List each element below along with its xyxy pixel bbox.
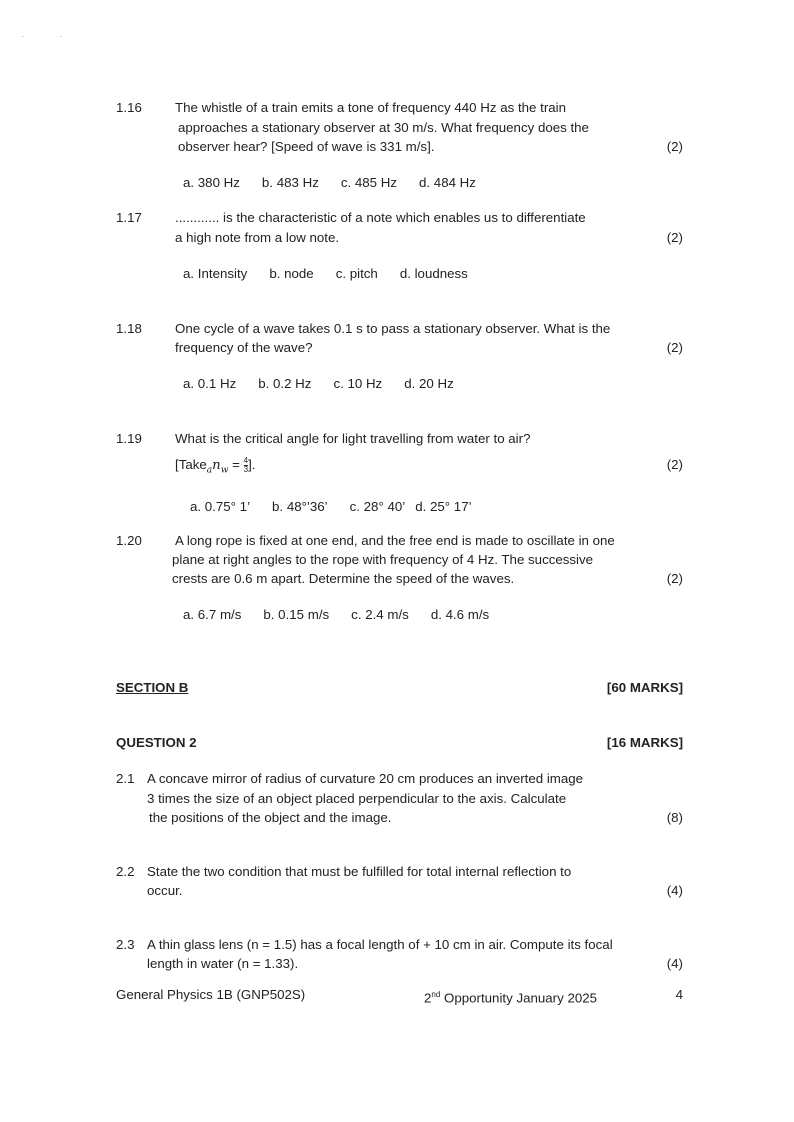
- formula-line: [$Take_an_w$ = $\frac{4}{3}$ ].: [175, 455, 256, 476]
- option-c: c. 28° 40’: [349, 499, 406, 514]
- question-marks: [16 MARKS]: [606, 735, 683, 750]
- part-text: length in water (n = 1.33).: [147, 956, 299, 971]
- part-text: occur.: [147, 883, 183, 898]
- section-marks: [60 MARKS]: [606, 680, 683, 695]
- marks: (2): [666, 340, 683, 355]
- options: [190, 499, 494, 515]
- option-c: c. 10 Hz: [333, 376, 383, 391]
- option-b: b. 483 Hz: [261, 175, 319, 190]
- question-text: observer hear? [Speed of wave is 331 m/s].: [178, 139, 435, 154]
- option-b: b. node: [269, 266, 314, 281]
- question-number: 1.19: [116, 431, 142, 446]
- question-text: approaches a stationary observer at 30 m/s. What frequency does the: [178, 120, 589, 135]
- question-number: 1.20: [116, 533, 142, 548]
- options: [183, 175, 498, 191]
- options: [183, 607, 511, 623]
- marks: (4): [666, 956, 683, 971]
- question-text: A long rope is fixed at one end, and the free end is made to oscillate in one: [175, 533, 615, 548]
- question-text: frequency of the wave?: [175, 340, 313, 355]
- option-a: a. 0.75° 1’: [190, 499, 251, 514]
- option-a: a. 6.7 m/s: [183, 607, 242, 622]
- exam-page: . . 1.16 The whistle of a train emits a tone of frequency 440 Hz as the train approaches a stationary observer at 30 m/s. What frequency does the observer hear? [Speed of wave is 331 m/s]. (2) a. 380 Hz b. 483 Hz c. 485 Hz d. 484 Hz 1.17 ............ is the characteristic of a note which enables us to differentiate a high note from a low note. (2) a. Intensity b. node c. pitch d. loudness 1.18 One cycle of a wave takes 0.1 s to pass a stationary observer. What is the frequency of the wave? (2) a. 0.1 Hz b. 0.2 Hz c. 10 Hz d. 20 Hz 1.19 What is the critical angle for light travelling from water to air? [$Take_an_w$ = $\frac{4}{3}$ ]. (2) a. 0.75° 1’ b. 48°’36’ c. 28° 40’ d. 25° 17’ 1.20 A long rope is fixed at one end, and the free end is made to oscillate in one plane at right angles to the rope with frequency of 4 Hz. The successive crests are 0.6 m apart. Determine the speed of the waves. (2) a. 6.7 m/s b. 0.15 m/s c. 2.4 m/s d. 4.6 m/s SECTION B [60 MARKS] QUESTION 2 [16 MARKS] 2.1 A concave mirror of radius of curvature 20 cm produces an inverted image 3 times the size of an object placed perpendicular to the axis. Calculate the positions of the object and the image. (8) 2.2 State the two condition that must be fulfilled for total internal reflection to occur. (4) 2.3 A thin glass lens (n = 1.5) has a focal length of + 10 cm in air. Compute its focal length in water (n = 1.33). (4) General Physics 1B (GNP502S) 2nd Opportunity January 2025 4: [0, 0, 794, 1122]
- question-number: 1.18: [116, 321, 142, 336]
- marks: (2): [666, 457, 683, 472]
- marks: (2): [666, 230, 683, 245]
- question-text: What is the critical angle for light travelling from water to air?: [175, 431, 531, 446]
- part-text: the positions of the object and the image.: [149, 810, 392, 825]
- footer-course: General Physics 1B (GNP502S): [116, 987, 306, 1002]
- question-text: crests are 0.6 m apart. Determine the speed of the waves.: [172, 571, 515, 586]
- option-b: b. 48°’36’: [272, 499, 328, 514]
- part-number: 2.1: [116, 771, 135, 786]
- marks: (8): [666, 810, 683, 825]
- section-title: SECTION B: [116, 680, 189, 695]
- option-d: d. 20 Hz: [404, 376, 454, 391]
- part-text: 3 times the size of an object placed perpendicular to the axis. Calculate: [147, 791, 567, 806]
- question-number: 1.17: [116, 210, 142, 225]
- marks: (2): [666, 571, 683, 586]
- page-number: 4: [675, 987, 683, 1002]
- option-b: b. 0.15 m/s: [263, 607, 330, 622]
- option-a: a. 0.1 Hz: [183, 376, 237, 391]
- option-b: b. 0.2 Hz: [258, 376, 312, 391]
- question-text: One cycle of a wave takes 0.1 s to pass a stationary observer. What is the: [175, 321, 611, 336]
- option-d: d. 25° 17’: [415, 499, 472, 514]
- question-text: plane at right angles to the rope with frequency of 4 Hz. The successive: [172, 552, 594, 567]
- options: [183, 266, 490, 282]
- part-text: A concave mirror of radius of curvature 20 cm produces an inverted image: [147, 771, 584, 786]
- option-c: c. 485 Hz: [340, 175, 398, 190]
- options: [183, 376, 476, 392]
- part-number: 2.2: [116, 864, 135, 879]
- footer-opportunity: 2nd Opportunity January 2025: [424, 990, 598, 1006]
- question-title: QUESTION 2: [116, 735, 197, 750]
- question-number: 1.16: [116, 100, 142, 115]
- option-c: c. 2.4 m/s: [351, 607, 409, 622]
- option-a: a. 380 Hz: [183, 175, 240, 190]
- option-c: c. pitch: [335, 266, 378, 281]
- option-d: d. loudness: [399, 266, 468, 281]
- question-text: ............ is the characteristic of a note which enables us to differentiate: [175, 210, 586, 225]
- part-number: 2.3: [116, 937, 135, 952]
- option-d: d. 4.6 m/s: [430, 607, 490, 622]
- question-text: a high note from a low note.: [175, 230, 340, 245]
- marks: (4): [666, 883, 683, 898]
- marks: (2): [666, 139, 683, 154]
- part-text: A thin glass lens (n = 1.5) has a focal length of + 10 cm in air. Compute its focal: [147, 937, 613, 952]
- option-a: a. Intensity: [183, 266, 248, 281]
- question-text: The whistle of a train emits a tone of frequency 440 Hz as the train: [175, 100, 566, 115]
- part-text: State the two condition that must be fulfilled for total internal reflection to: [147, 864, 572, 879]
- option-d: d. 484 Hz: [419, 175, 476, 190]
